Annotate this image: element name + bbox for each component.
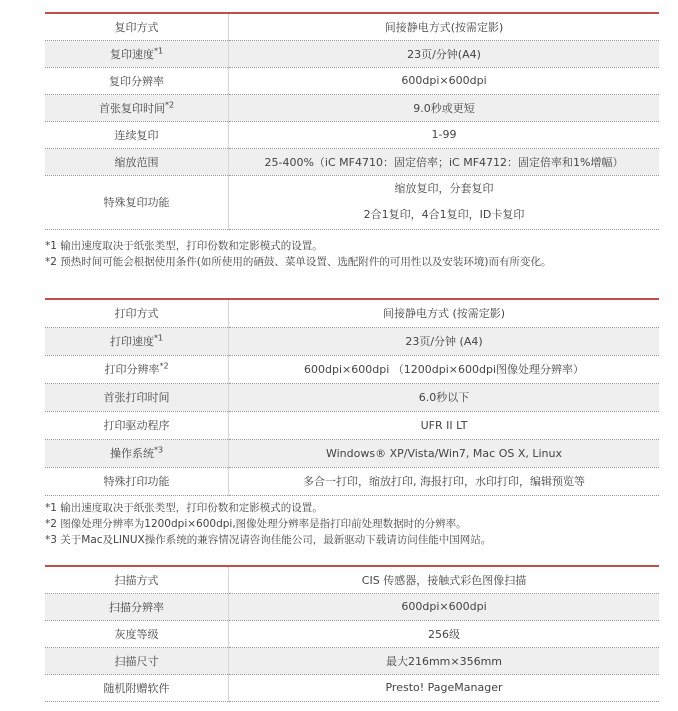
spec-value: 256级 — [229, 620, 660, 647]
spec-value-line: 2合1复印，4合1复印，ID卡复印 — [363, 208, 525, 221]
spec-label: 特殊复印功能 — [45, 175, 229, 229]
table-row — [45, 411, 659, 439]
table-row — [45, 593, 659, 620]
spec-label: 灰度等级 — [45, 620, 229, 647]
table-row — [45, 175, 659, 229]
table-row — [45, 299, 659, 327]
spec-label: 扫描方式 — [45, 566, 229, 593]
spec-value: 23页/分钟(A4) — [229, 40, 660, 67]
spec-value: 23页/分钟 (A4) — [229, 327, 660, 355]
spec-value: 600dpi×600dpi — [229, 67, 660, 94]
spec-label: 复印方式 — [45, 13, 229, 40]
footnote: *1 输出速度取决于纸张类型，打印份数和定影模式的设置。 — [45, 502, 323, 514]
table-row — [45, 94, 659, 121]
spec-value: Windows® XP/Vista/Win7, Mac OS X, Linux — [229, 439, 660, 467]
table-row — [45, 439, 659, 467]
spec-value: 25-400%（iC MF4710：固定倍率；iC MF4712：固定倍率和1%增幅） — [229, 148, 660, 175]
footnote: *3 关于Mac及LINUX操作系统的兼容情况请咨询佳能公司，最新驱动下载请访问佳能中国网站。 — [45, 534, 492, 546]
footnote-mark: *2 — [164, 99, 175, 109]
table-row — [45, 13, 659, 40]
spec-label: 打印分辨率$^{*2}$ — [45, 355, 229, 383]
footnote: *2 图像处理分辨率为1200dpi×600dpi,图像处理分辨率是指打印前处理数据时的分辨率。 — [45, 518, 467, 530]
table-row — [45, 67, 659, 94]
spec-value: 9.0秒或更短 — [229, 94, 660, 121]
table-row — [45, 620, 659, 647]
spec-value: 600dpi×600dpi （1200dpi×600dpi图像处理分辨率） — [229, 355, 660, 383]
footnote: *1 输出速度取决于纸张类型，打印份数和定影模式的设置。 — [45, 240, 323, 252]
footnote-mark: *3 — [153, 445, 164, 455]
spec-value: CIS 传感器，接触式彩色图像扫描 — [229, 566, 660, 593]
footnote-mark: *1 — [153, 45, 164, 55]
spec-label: 首张复印时间$^{*2}$ — [45, 94, 229, 121]
spec-value: Presto! PageManager — [229, 674, 660, 701]
table-row — [45, 355, 659, 383]
table-row — [45, 327, 659, 355]
spec-label: 打印方式 — [45, 299, 229, 327]
spec-value: UFR II LT — [229, 411, 660, 439]
table-row — [45, 467, 659, 495]
spec-value: 最大216mm×356mm — [229, 647, 660, 674]
footnote: *2 预热时间可能会根据使用条件(如所使用的硒鼓、菜单设置、选配附件的可用性以及安装环境)而有所变化。 — [45, 256, 552, 268]
table-row — [45, 674, 659, 701]
table-row — [45, 566, 659, 593]
copy-spec-table — [45, 12, 659, 230]
print-spec-table — [45, 298, 659, 496]
spec-value: 1-99 — [229, 121, 660, 148]
spec-label: 随机附赠软件 — [45, 674, 229, 701]
footnote-mark: *1 — [153, 333, 164, 343]
spec-label: 首张打印时间 — [45, 383, 229, 411]
spec-label: 缩放范围 — [45, 148, 229, 175]
spec-label: 扫描尺寸 — [45, 647, 229, 674]
spec-label: 扫描分辨率 — [45, 593, 229, 620]
footnote-mark: *2 — [159, 361, 169, 371]
spec-value: 6.0秒以下 — [229, 383, 660, 411]
table-row — [45, 121, 659, 148]
spec-value: 间接静电方式 (按需定影) — [229, 299, 660, 327]
spec-label: 打印驱动程序 — [45, 411, 229, 439]
spec-label: 打印速度$^{*1}$ — [45, 327, 229, 355]
spec-label: 复印速度$^{*1}$ — [45, 40, 229, 67]
print-footnotes — [45, 500, 665, 548]
spec-value: 间接静电方式(按需定影) — [229, 13, 660, 40]
spec-value: 600dpi×600dpi — [229, 593, 660, 620]
spec-label: 复印分辨率 — [45, 67, 229, 94]
spec-value — [229, 175, 660, 229]
spec-label: 操作系统$^{*3}$ — [45, 439, 229, 467]
spec-value-line: 缩放复印，分套复印 — [394, 182, 494, 195]
table-row — [45, 383, 659, 411]
table-row — [45, 148, 659, 175]
scan-spec-table — [45, 565, 659, 702]
table-row — [45, 647, 659, 674]
table-row — [45, 40, 659, 67]
copy-footnotes — [45, 238, 665, 270]
spec-value: 多合一打印，缩放打印, 海报打印，水印打印，编辑预览等 — [229, 467, 660, 495]
spec-label: 特殊打印功能 — [45, 467, 229, 495]
spec-label: 连续复印 — [45, 121, 229, 148]
